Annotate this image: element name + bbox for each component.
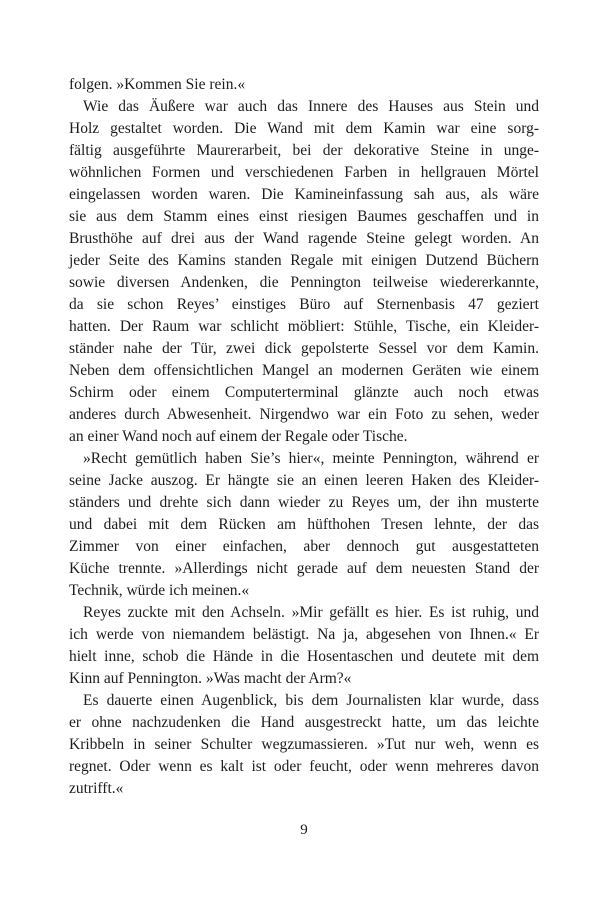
text-line: da sie schon Reyes’ einstiges Büro auf Sternenbasis 47 geziert (69, 296, 539, 313)
text-line: an einer Wand noch auf einem der Regale oder Tische. (69, 428, 408, 445)
text-line: Technik, würde ich meinen.« (69, 582, 250, 599)
text-line: Brusthöhe auf drei aus der Wand ragende Steine gelegt worden. An (69, 230, 539, 247)
text-line: folgen. »Kommen Sie rein.« (69, 76, 246, 93)
text-line: und dabei mit dem Rücken am hüfthohen Tresen lehnte, der das (69, 516, 539, 533)
text-line: jeder Seite des Kamins standen Regale mit einigen Dutzend Büchern (69, 252, 539, 269)
text-line: Es dauerte einen Augenblick, bis dem Journalisten klar wurde, dass (83, 692, 539, 709)
text-line: Reyes zuckte mit den Achseln. »Mir gefällt es hier. Es ist ruhig, und (83, 604, 539, 621)
text-line: zutrifft.« (69, 780, 124, 797)
text-line: seine Jacke auszog. Er hängte sie an einen leeren Haken des Kleider- (69, 472, 539, 489)
page-number: 9 (300, 822, 308, 838)
text-line: Küche trennte. »Allerdings nicht gerade auf dem neuesten Stand der (69, 560, 539, 577)
text-line: sowie diversen Andenken, die Pennington teilweise wiedererkannte, (69, 274, 539, 291)
text-line: Neben dem offensichtlichen Mangel an modernen Geräten wie einem (69, 362, 539, 379)
text-line: Schirm oder einem Computerterminal glänzte auch noch etwas (69, 384, 539, 401)
text-line: er ohne nachzudenken die Hand ausgestreckt hatte, um das leichte (69, 714, 539, 731)
text-line: anderes durch Abwesenheit. Nirgendwo war ein Foto zu sehen, weder (69, 406, 539, 423)
text-line: eingelassen worden waren. Die Kamineinfassung sah aus, als wäre (69, 186, 539, 203)
text-line: ständers und drehte sich dann wieder zu Reyes um, der ihn musterte (69, 494, 539, 511)
text-line: sie aus dem Stamm eines einst riesigen Baumes geschaffen und in (69, 208, 539, 225)
text-line: hielt inne, schob die Hände in die Hosentaschen und deutete mit dem (69, 648, 539, 665)
text-line: »Recht gemütlich haben Sie’s hier«, meinte Pennington, während er (83, 450, 539, 467)
text-line: fältig ausgeführte Maurerarbeit, bei der dekorative Steine in unge- (69, 142, 539, 159)
text-line: ständer nahe der Tür, zwei dick gepolsterte Sessel vor dem Kamin. (69, 340, 539, 357)
page-text (69, 74, 539, 800)
text-line: Zimmer von einer einfachen, aber dennoch gut ausgestatteten (69, 538, 539, 555)
text-line: Kinn auf Pennington. »Was macht der Arm?« (69, 670, 352, 687)
text-line: Holz gestaltet worden. Die Wand mit dem Kamin war eine sorg- (69, 120, 539, 137)
text-line: hatten. Der Raum war schlicht möbliert: Stühle, Tische, ein Kleider- (69, 318, 539, 335)
text-line: ich werde von niemandem belästigt. Na ja, abgesehen von Ihnen.« Er (69, 626, 539, 643)
text-line: Kribbeln in seiner Schulter wegzumassieren. »Tut nur weh, wenn es (69, 736, 539, 753)
text-line: Wie das Äußere war auch das Innere des Hauses aus Stein und (83, 98, 539, 115)
text-line: wöhnlichen Formen und verschiedenen Farben in hellgrauen Mörtel (69, 164, 539, 181)
text-line: regnet. Oder wenn es kalt ist oder feucht, oder wenn mehreres davon (69, 758, 539, 775)
